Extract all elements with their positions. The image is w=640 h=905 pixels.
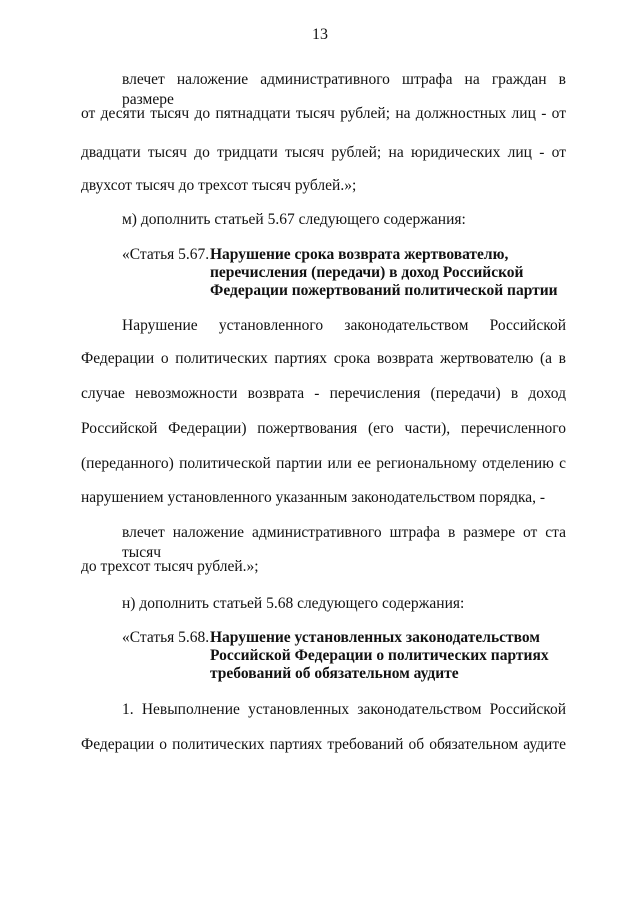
text-line: до трехсот тысяч рублей.»; [81, 558, 259, 575]
text-line: нарушением установленного указанным законодательством порядка, - [81, 489, 546, 506]
article-568-prefix: «Статья 5.68. [122, 629, 210, 646]
text-line: м) дополнить статьей 5.67 следующего содержания: [122, 211, 466, 228]
article-567-title: Нарушение срока возврата жертвователю, [210, 246, 509, 263]
article-568-title: требований об обязательном аудите [210, 665, 459, 682]
text-line: влечет наложение административного штрафа на граждан в размере [122, 71, 566, 108]
text-line: Федерации о политических партиях срока возврата жертвователю (а в [81, 350, 566, 367]
article-568-title: Российской Федерации о политических партиях [210, 647, 549, 664]
text-line: двадцати тысяч до тридцати тысяч рублей; на юридических лиц - от [81, 144, 566, 161]
text-line: н) дополнить статьей 5.68 следующего содержания: [122, 595, 465, 612]
text-line: Нарушение установленного законодательством Российской [122, 317, 566, 334]
page-number: 13 [312, 26, 328, 43]
text-line: двухсот тысяч до трехсот тысяч рублей.»; [81, 177, 357, 194]
article-568-title: Нарушение установленных законодательством [210, 629, 540, 646]
text-line: Федерации о политических партиях требований об обязательном аудите [81, 736, 566, 753]
article-567-title: перечисления (передачи) в доход Российской [210, 264, 524, 281]
text-line: влечет наложение административного штрафа в размере от ста тысяч [122, 524, 566, 561]
text-line: Российской Федерации) пожертвования (его части), перечисленного [81, 420, 566, 437]
text-line: (переданного) политической партии или ее региональному отделению с [81, 455, 566, 472]
article-567-title: Федерации пожертвований политической партии [210, 282, 558, 299]
text-line: случае невозможности возврата - перечисления (передачи) в доход [81, 385, 566, 402]
text-line: от десяти тысяч до пятнадцати тысяч рублей; на должностных лиц - от [81, 105, 566, 122]
article-567-prefix: «Статья 5.67. [122, 246, 210, 263]
text-line: 1. Невыполнение установленных законодательством Российской [122, 701, 566, 718]
